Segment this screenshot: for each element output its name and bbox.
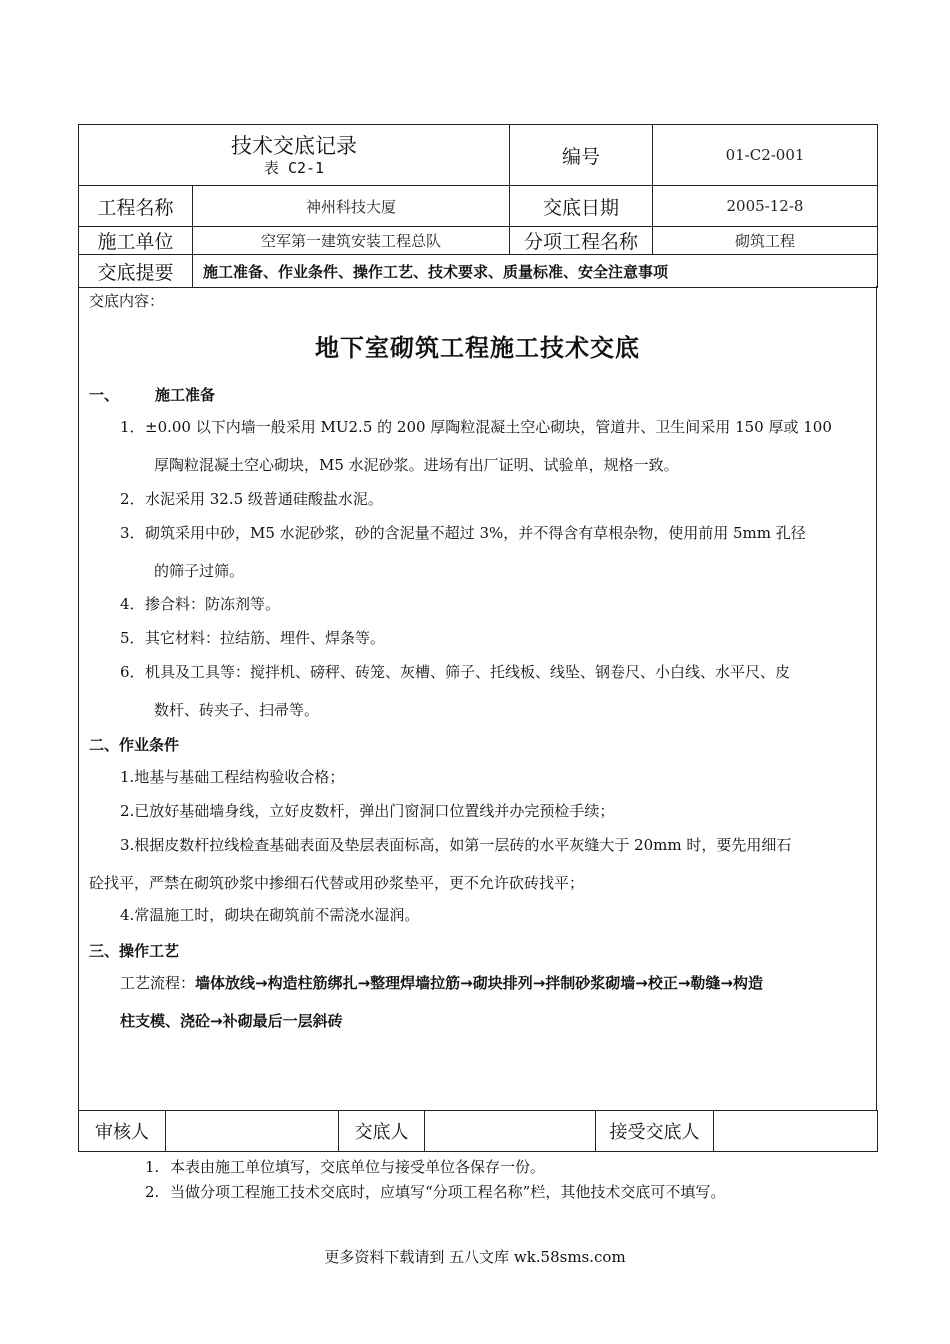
process-flow-continuation: 柱支模、浇砼→补砌最后一层斜砖 [120, 1012, 343, 1030]
date-label: 交底日期 [510, 186, 653, 227]
list-item: 2．水泥采用 32.5 级普通硅酸盐水泥。 [120, 490, 383, 508]
list-item: 2.已放好基础墙身线，立好皮数杆，弹出门窗洞口位置线并办完预检手续； [120, 802, 615, 820]
summary-value: 施工准备、作业条件、操作工艺、技术要求、质量标准、安全注意事项 [193, 255, 878, 288]
section-1-number: 一、 [89, 386, 120, 404]
process-flow-label: 工艺流程： [120, 974, 196, 992]
disclosure-content [78, 286, 877, 1110]
section-3-heading: 三、操作工艺 [89, 942, 180, 960]
project-label: 工程名称 [79, 186, 193, 227]
list-item-continuation: 砼找平，严禁在砌筑砂浆中掺细石代替或用砂浆垫平，更不允许砍砖找平； [89, 874, 585, 892]
list-item: 4．掺合料：防冻剂等。 [120, 595, 281, 613]
process-flow-steps: 墙体放线→构造柱筋绑扎→整理焊墙拉筋→砌块排列→拌制砂浆砌墙→校正→勒缝→构造 [195, 974, 763, 992]
note-item: 2. 当做分项工程施工技术交底时，应填写“分项工程名称”栏，其他技术交底可不填写。 [145, 1183, 726, 1201]
list-item: 3.根据皮数杆拉线检查基础表面及垫层表面标高，如第一层砖的水平灰缝大于 20mm 时，要先用细石 [120, 836, 792, 854]
date-value: 2005-12-8 [653, 186, 878, 227]
signature-table [78, 1110, 878, 1152]
form-title-cell [79, 125, 510, 186]
list-item: 3．砌筑采用中砂，M5 水泥砂浆，砂的含泥量不超过 3%，并不得含有草根杂物，使用前用 5mm 孔径 的筛子过筛。 [120, 524, 806, 580]
list-item: 4.常温施工时，砌块在砌筑前不需浇水湿润。 [120, 906, 420, 924]
section-2-heading: 二、作业条件 [89, 736, 180, 754]
content-label: 交底内容： [89, 292, 165, 310]
list-item: 5．其它材料：拉结筋、埋件、焊条等。 [120, 629, 386, 647]
list-item: 1.地基与基础工程结构验收合格； [120, 768, 345, 786]
document-title: 地下室砌筑工程施工技术交底 [315, 334, 640, 362]
discloser-label: 交底人 [339, 1111, 425, 1152]
footer-text: 更多资料下载请到 五八文库 wk.58sms.com [324, 1248, 626, 1266]
receiver-label: 接受交底人 [596, 1111, 714, 1152]
note-item: 1. 本表由施工单位填写，交底单位与接受单位各保存一份。 [145, 1158, 546, 1176]
form-title: 技术交底记录 [231, 134, 357, 158]
process-flow [120, 964, 872, 1002]
project-value: 神州科技大厦 [193, 186, 510, 227]
receiver-signature-field[interactable] [714, 1111, 878, 1152]
unit-value: 空军第一建筑安装工程总队 [193, 227, 510, 255]
section-1-title: 施工准备 [155, 386, 216, 404]
list-item: 1．±0.00 以下内墙一般采用 MU2.5 的 200 厚陶粒混凝土空心砌块，管道井、卫生间采用 150 厚或 100 厚陶粒混凝土空心砌块，M5 水泥砂浆。进场有出厂证明、试验单，规格一致。 [120, 418, 832, 474]
form-subtitle: 表 C2-1 [263, 159, 325, 177]
summary-label: 交底提要 [79, 255, 193, 288]
header-table [78, 124, 878, 288]
subproject-value: 砌筑工程 [653, 227, 878, 255]
reviewer-signature-field[interactable] [166, 1111, 339, 1152]
reviewer-label: 审核人 [79, 1111, 166, 1152]
section-1-heading [89, 384, 215, 405]
number-label: 编号 [510, 125, 653, 186]
unit-label: 施工单位 [79, 227, 193, 255]
subproject-label: 分项工程名称 [510, 227, 653, 255]
discloser-signature-field[interactable] [425, 1111, 596, 1152]
list-item: 6．机具及工具等：搅拌机、磅秤、砖笼、灰槽、筛子、托线板、线坠、钢卷尺、小白线、水平尺、皮 数杆、砖夹子、扫帚等。 [120, 663, 791, 719]
number-value: 01-C2-001 [653, 125, 878, 186]
